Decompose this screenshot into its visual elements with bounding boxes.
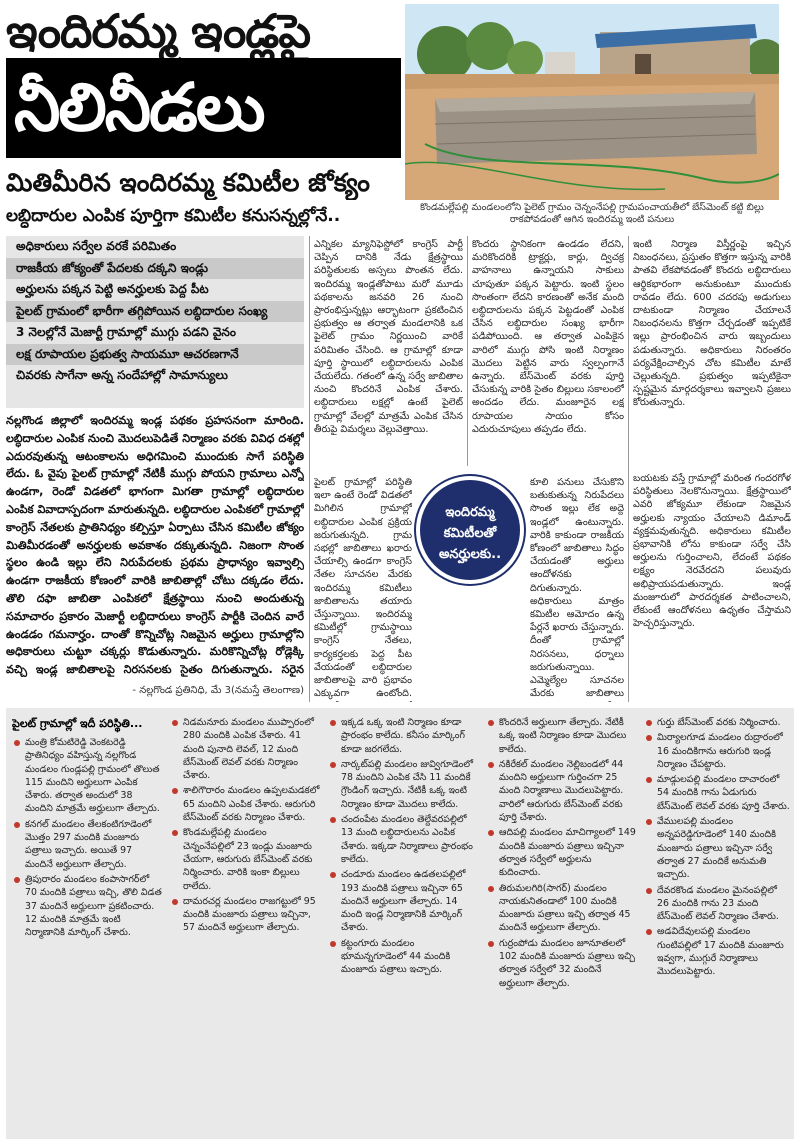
headline-line2: నీలినీడలు xyxy=(6,58,401,158)
pilot-column-4 xyxy=(486,716,636,1134)
highlight-item: రాజకీయ జోక్యంతో పేదలకు దక్కని ఇండ్లు xyxy=(6,258,304,280)
highlight-item: చివరకు సాగేనా అన్న సందేహాల్లో సామాన్యులు xyxy=(16,368,228,382)
pilot-item: తిరుమలగిరి(సాగర్) మండలం నాయకునితండాలో 100 మందికి మంజూరు పత్రాలు ఇచ్చి తర్వాత 45 మందినే అర్హులుగా తేల్చారు. xyxy=(486,882,636,935)
pull-quote-circle xyxy=(416,476,524,584)
highlight-item: అర్హులను పక్కన పెట్టి అనర్హులకు పెద్ద పీట xyxy=(16,282,209,296)
pilot-item: ఇక్కడ ఒక్క ఇంటి నిర్మాణం కూడా ప్రారంభం కాలేదు. కనీసం మార్కింగ్ కూడా జరగలేదు. xyxy=(328,716,478,756)
article-column-3a: ఇంటి నిర్మాణ విస్తీర్ణంపై ఇచ్చిన నిబంధనలు, ప్రస్తుతం కొత్తగా ఇస్తున్న వారికి పాతవి లేకపోవడంతో కొందరు లబ్ధిదారులు ఆర్థికభారంగా అనుకుంటూ ముందుకు రావడం లేదు. 600 చదరపు అడుగులు దాటకుండా నిర్మాణం చేయాలనే నిబంధనలను కొత్తగా చేర్చడంతో ఇప్పటికే ఇల్లు ప్రారంభించిన వారు ఇబ్బందులు పడుతున్నారు. అధికారులు నిరంతరం పర్యవేక్షించాల్సిన చోట కమిటీల మాటే చెల్లుతున్నది. ప్రభుత్వం ఇప్పటికైనా స్పష్టమైన మార్గదర్శకాలు ఇవ్వాలని ప్రజలు కోరుతున్నారు. xyxy=(633,239,791,409)
pilot-item: నిడమనూరు మండలం ముప్పారంలో 280 మందికి ఎంపిక చేశారు. 41 మంది పునాది లెవల్, 12 మంది బేస్‌మెంట్ లెవల్ వరకు నిర్మాణం చేశారు. xyxy=(170,716,320,782)
pilot-item: ఆదిపల్లి మండలం మాచిగ్యాలలో 149 మందికి మంజూరు పత్రాలు ఇచ్చినా తర్వాత సర్వేలో అర్హులను కుదించారు. xyxy=(486,826,636,879)
highlight-item: లక్ష రూపాయల ప్రభుత్వ సాయమూ ఆచరణగానే xyxy=(6,344,304,366)
pilot-item: చందంపేట మండలం తెల్దేవరపల్లిలో 13 మంది లబ్ధిదారులను ఎంపిక చేశారు. ఇక్కడా నిర్మాణాలు ప్రారంభం కాలేదు. xyxy=(328,813,478,866)
highlight-item: పైలట్ గ్రామంలో భారీగా తగ్గిపోయిన లబ్ధిదారుల సంఖ్య xyxy=(6,301,304,323)
pilot-item: గుర్తు బేస్‌మెంట్ వరకు నిర్మించారు. xyxy=(644,716,790,729)
pilot-item: కొందరినే అర్హులుగా తేల్చారు. నేటికీ ఒక్క ఇంటి నిర్మాణం కూడా మొదలు కాలేదు. xyxy=(486,716,636,756)
pilot-item: వేములపల్లి మండలం అన్నపరెడ్డిగూడెంలో 140 మందికి మంజూరు పత్రాలు ఇచ్చినా సర్వే తర్వాత 27 మందికే అనుమతి ఇచ్చారు. xyxy=(644,815,790,881)
pilot-item: గుర్రంపోడు మండలం జూనూతలలో 102 మందికి మంజూరు పత్రాలు ఇచ్చి తర్వాత సర్వేలో 32 మందినే అర్హులుగా తేల్చారు. xyxy=(486,937,636,990)
callout-line: కమిటీలతో xyxy=(443,526,497,541)
column-divider xyxy=(628,236,629,702)
pilot-item: కట్టంగూరు మండలం భూమన్నగూడెంలో 44 మందికి మంజూరు పత్రాలు ఇచ్చారు. xyxy=(328,937,478,977)
pilot-item: మంత్రి కోమటిరెడ్డి వెంకటరెడ్డి ప్రాతినిధ్యం వహిస్తున్న నల్లగొండ మండలం గుండ్లపల్లి గ్రామంలో తొలుత 115 మందిని అర్హులుగా ఎంపిక చేశారు. తర్వాత అందులో 38 మందిని మాత్రమే అర్హులుగా తేల్చారు. xyxy=(12,736,162,816)
highlight-item: 3 నెలల్లోనే మెజార్టీ గ్రామాల్లో ముగ్గు పడని వైనం xyxy=(16,325,236,339)
photo-caption: కొండమల్లేపల్లి మండలంలోని పైలెట్ గ్రామం చెన్నంనేపల్లి గ్రామపంచాయతీలో బేస్‌మెంట్ కట్టి బిల్లు రాకపోవడంతో ఆగిన ఇందిరమ్మ ఇంటి పనులు xyxy=(420,202,764,225)
article-column-2a: కొందరు స్థానికంగా ఉండడం లేదని, మరికొందరికి ట్రాక్టర్లు, కార్లు, ద్విచక్ర వాహనాలు ఉన్నాయని సాకులు చూపుతూ పక్కన పెట్టారు. ఇంటి స్థలం సొంతంగా లేదని కారణంతో అనేక మంది లబ్ధిదారులను పక్కన పెట్టడంతో ఎంపిక చేసిన లబ్ధిదారుల సంఖ్య భారీగా పడిపోయింది. ఆ తర్వాత ఎంపికైన వారిలో ముగ్గు పోసి ఇంటి నిర్మాణం మొదలు పెట్టిన వారు స్వల్పంగానే ఉన్నారు. బేస్‌మెంట్ వరకు పూర్తి చేసుకున్న వారికి సైతం బిల్లులు సకాలంలో అందడం లేదు. మంజూరైన లక్ష రూపాయల సాయం కోసం ఎదురుచూపులు తప్పడం లేదు. xyxy=(472,239,624,435)
pilot-item: కొండమల్లేపల్లి మండలం చెన్నంనేపల్లిలో 23 ఇండ్లు మంజూరు చేయగా, ఆరుగురు బేస్‌మెంట్ వరకు నిర్మించారు. వారికి ఇంకా బిల్లులు రాలేదు. xyxy=(170,826,320,892)
highlights-box xyxy=(6,236,304,408)
column-divider xyxy=(309,236,310,702)
column-divider xyxy=(467,236,468,466)
byline: - నల్లగొండ ప్రతినిధి, మే 3(నమస్తే తెలంగాణ) xyxy=(132,685,304,696)
subheadline: మితిమీరిన ఇందిరమ్మ కమిటీల జోక్యం xyxy=(6,168,370,197)
pilot-item: చండూరు మండలం ఉడతలపల్లిలో 193 మందికి పత్రాలు ఇచ్చినా 65 మందినే అర్హులుగా తేల్చారు. 14 మంది ఇండ్ల నిర్మాణానికి మార్కింగ్ చేశారు. xyxy=(328,868,478,934)
pilot-item: మాడ్గులపల్లి మండలం దాచారంలో 54 మందికి గాను ఏడుగురు బేస్‌మెంట్ లెవల్ వరకు పూర్తి చేశారు. xyxy=(644,773,790,813)
pilot-item: కనగల్ మండలం తేలకంటిగూడెంలో మొత్తం 297 మందికి మంజూరు పత్రాలు ఇచ్చారు. అయితే 97 మందినే అర్హులుగా తేల్చారు. xyxy=(12,818,162,871)
pilot-column-3 xyxy=(328,716,478,1134)
pilot-item: అడవిదేవులపల్లి మండలం గుంటిపల్లిలో 17 మందికి మంజూరు ఇవ్వగా, ముగ్గురే నిర్మాణాలు మొదలుపెట్టారు. xyxy=(644,925,790,978)
article-column-3b: బయటకు వస్తే గ్రామాల్లో మరింత గందరగోళ పరిస్థితులు నెలకొనున్నాయి. క్షేత్రస్థాయిలో ఎవరి జోక్యమూ లేకుండా నిజమైన అర్హులకు న్యాయం చేయాలని డిమాండ్ వ్యక్తమవుతున్నది. అధికారులు కమిటీల ప్రభావానికి లోను కాకుండా సర్వే చేసి అర్హులను గుర్తించాలని, లేదంటే పథకం లక్ష్యం నెరవేరదని పలువురు అభిప్రాయపడుతున్నారు. ఇండ్ల మంజూరులో పారదర్శకత పాటించాలని, లేకుంటే ఆందోళనలు ఉధృతం చేస్తామని హెచ్చరిస్తున్నారు. xyxy=(633,473,791,630)
pilot-item: శాలిగౌరారం మండలం ఉప్పలమడకలో 65 మందిని ఎంపిక చేశారు. ఆరుగురి బేస్‌మెంట్ వరకు నిర్మాణం చేశారు. xyxy=(170,784,320,824)
pilot-item: త్రిపురారం మండలం కంపాసాగర్‌లో 70 మందికి పత్రాలు ఇచ్చి, తొలి విడత 37 మందినే అర్హులుగా ప్రకటించారు. 12 మందికి మాత్రమే ఇంటి నిర్మాణానికి మార్కింగ్ చేశారు. xyxy=(12,873,162,939)
pilot-item: నకిరేకల్ మండలం నెల్లిబండలో 44 మందిని అర్హులుగా గుర్తించగా 25 మంది నిర్మాణాలు మొదలుపెట్టారు. వారిలో ఆరుగురు బేస్‌మెంట్ వరకు పూర్తి చేశారు. xyxy=(486,758,636,824)
pilot-column-1 xyxy=(12,716,162,1134)
pilot-item: నార్కట్‌పల్లి మండలం జువ్విగూడెంలో 78 మందిని ఎంపిక చేసి 11 మందికే గ్రౌండింగ్ ఇచ్చారు. నేటికీ ఒక్క ఇంటి నిర్మాణం కూడా మొదలు కాలేదు. xyxy=(328,758,478,811)
article-column-1a: ఎన్నికల మ్యానిఫెస్టోలో కాంగ్రెస్ పార్టీ చెప్పిన దానికి నేడు క్షేత్రస్థాయి పరిస్థితులకు అస్సలు పొంతన లేదు. ఇందిరమ్మ ఇండ్లతోపాటు మరో మూడు పథకాలను జనవరి 26 నుంచి ప్రారంభిస్తున్నట్లు ఆర్భాటంగా ప్రకటించిన ప్రభుత్వం ఆ తర్వాత మండలానికి ఒక పైలెట్ గ్రామం నిర్ణయించి వారికే పరిమితం చేసింది. ఆ గ్రామాల్లో కూడా పూర్తి స్థాయిలో లబ్ధిదారులను ఎంపిక చేయలేదు. గతంలో ఉన్న సర్వే జాబితాల నుంచి కొందరినే ఎంపిక చేశారు. లబ్ధిదారులు లక్షల్లో ఉంటే పైలెట్ గ్రామాల్లో వేలల్లో మాత్రమే ఎంపిక చేసిన తీరుపై విమర్శలు వెల్లువెత్తాయి. xyxy=(314,239,463,435)
pilot-item: దామరచర్ల మండలం రాజగట్టులో 95 మందికి మంజూరు పత్రాలు ఇచ్చినా, 57 మందినే అర్హులుగా తేల్చారు. xyxy=(170,895,320,935)
pilot-box-title: పైలట్ గ్రామాల్లో ఇదీ పరిస్థితి... xyxy=(12,717,143,730)
article-column-1b: పైలట్ గ్రామాల్లో పరిస్థితి ఇలా ఉంటే రెండో విడతలో మిగిలిన గ్రామాల్లో లబ్ధిదారుల ఎంపిక ప్రక్రియ జరుగుతున్నది. గ్రామ సభల్లో జాబితాలు ఖరారు చేయాల్సి ఉండగా కాంగ్రెస్ నేతల సూచనల మేరకు ఇందిరమ్మ కమిటీలు జాబితాలను తయారు చేస్తున్నాయి. ఇందిరమ్మ కమిటీల్లో గ్రామస్థాయి కాంగ్రెస్ నేతలు, కార్యకర్తలకు పెద్ద పీట వేయడంతో లబ్ధిదారుల జాబితాలపై వారి ప్రభావం ఎక్కువగా ఉంటోంది. xyxy=(314,477,412,700)
pilot-column-2 xyxy=(170,716,320,1134)
highlight-item: అధికారులు సర్వేల వరకే పరిమితం xyxy=(16,239,177,253)
lead-paragraph: నల్లగొండ జిల్లాలో ఇందిరమ్మ ఇండ్ల పథకం ప్రహసనంగా మారింది. లబ్ధిదారుల ఎంపిక నుంచి మొదలుపెడితే నిర్మాణం వరకు వివిధ దశల్లో ఎదురవుతున్న ఆటంకాలను అధిగమించి ముందుకు సాగే పరిస్థితి లేదు. ఓ వైపు పైలట్ గ్రామాల్లో నేటికీ ముగ్గు పోయని గ్రామాలు ఎన్నో ఉండగా, రెండో విడతలో భాగంగా మిగతా గ్రామాల్లో లబ్ధిదారుల ఎంపిక వివాదాస్పదంగా మారుతున్నది. లబ్ధిదారుల ఎంపికలో గ్రామాల్లో కాంగ్రెస్ నేతలకు ప్రాతినిధ్యం కల్పిస్తూ ఏర్పాటు చేసిన కమిటీల జోక్యం మితిమీరడంతో అనర్హులకు అవకాశం దక్కుతున్నది. నిజంగా సొంత స్థలం ఉండి ఇల్లు లేని నిరుపేదలకు ప్రథమ ప్రాధాన్యం ఇవ్వాల్సి ఉండగా రాజకీయ కోణంలో వారికి జాబితాల్లో చోటు దక్కడం లేదు. తొలి దఫా జాబితా ఎంపికలో క్షేత్రస్థాయి నుంచి అందుతున్న సమాచారం ప్రకారం మెజార్టీ లబ్ధిదారులు కాంగ్రెస్ పార్టీకి చెందిన వారే ఉండడం గమనార్హం. దాంతో కొన్నిచోట్ల నిజమైన అర్హులు గ్రామాల్లోని అధికారులు చుట్టూ చక్కర్లు కొడుతున్నారు. మరికొన్నిచోట్ల రోడ్లెక్కి వచ్చి ఇండ్ల జాబితాలపై నిరసనలకు సైతం దిగుతున్నారు. సరైన xyxy=(6,414,304,677)
callout-line: ఇందిరమ్మ xyxy=(445,505,495,520)
pilot-item: దేవరకొండ మండలం మైనంపల్లిలో 26 మందికి గాను 23 మంది బేస్‌మెంట్ లెవల్ నిర్మాణం చేశారు. xyxy=(644,884,790,924)
pilot-item: మిర్యాలగూడ మండలం రుద్రారంలో 16 మందికిగాను ఆరుగురి ఇండ్ల నిర్మాణం చేపట్టారు. xyxy=(644,731,790,771)
article-column-2b: కూలి పనులు చేసుకొని బతుకుతున్న నిరుపేదలు సొంత ఇల్లు లేక అద్దె ఇండ్లలో ఉంటున్నారు. వారికి కాకుండా రాజకీయ కోణంలో జాబితాలు సిద్ధం చేయడంతో అర్హులు ఆందోళనకు దిగుతున్నారు. అధికారులు మాత్రం కమిటీల ఆమోదం ఉన్న పేర్లనే ఖరారు చేస్తున్నారు. దీంతో గ్రామాల్లో నిరసనలు, ధర్నాలు జరుగుతున్నాయి. ఎమ్మెల్యేల సూచనల మేరకు జాబితాలు xyxy=(530,477,624,700)
headline-line1: ఇందిరమ్మ ఇండ్లపై xyxy=(6,4,311,58)
deck-line: లబ్ధిదారుల ఎంపిక పూర్తిగా కమిటీల కనుసన్నల్లోనే.. xyxy=(6,206,341,226)
callout-line: అనర్హులకు.. xyxy=(438,547,502,562)
pilot-villages-box xyxy=(6,708,794,1139)
pilot-column-5 xyxy=(644,716,790,1134)
